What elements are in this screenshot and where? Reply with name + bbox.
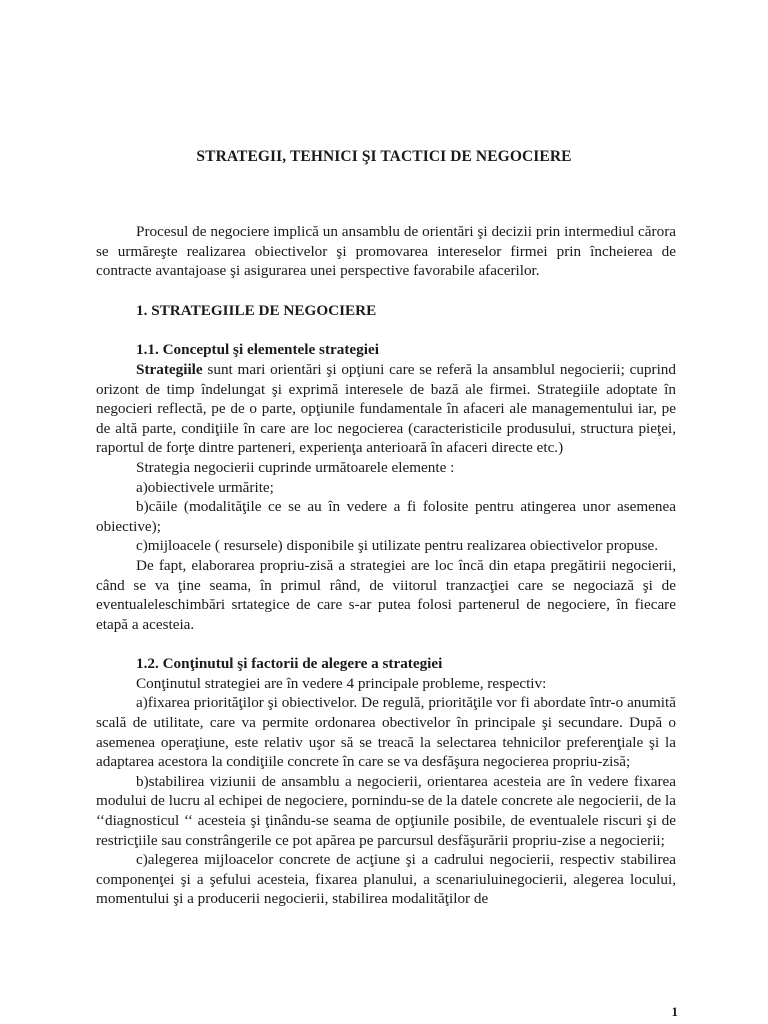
strategy-element-c: c)mijloacele ( resursele) disponibile şi utilizate pentru realizarea obiectivelor propuse. — [136, 537, 659, 555]
intro-paragraph: Procesul de negociere implică un ansamblu de orientări şi decizii prin intermediul cărora se urmăreşte realizarea obiectivelor şi promovarea intereselor firmei prin încheierea de contracte avantajoase şi asigurarea unei perspective favorabile afacerilor. — [96, 223, 676, 280]
strategy-content-intro: Conţinutul strategiei are în vedere 4 principale probleme, respectiv: — [136, 674, 547, 692]
strategy-element-a: a)obiectivele urmărite; — [136, 478, 274, 496]
section-1-heading: 1. STRATEGIILE DE NEGOCIERE — [136, 301, 377, 319]
strategy-elaboration-paragraph: De fapt, elaborarea propriu-zisă a strategiei are loc încă din etapa pregătirii negocierii, când se va ţine seama, în primul rând, de viitorul tranzacţiei care se negociază şi de eventualeleschimbări srtategice de care s-ar putea folosi partenerul de negociere, în fiecare etapă a acesteia. — [96, 556, 676, 633]
strategy-element-b: b)căile (modalităţile ce se au în vedere a fi folosite pentru atingerea unor asemenea obiective); — [96, 498, 676, 535]
strategy-content-a: a)fixarea priorităţilor şi obiectivelor. De regulă, priorităţile vor fi abordate într-o anumită scală de utilitate, care va permite ordonarea obectivelor în principale şi secundare. După o asemenea operaţiune, este relativ uşor să se treacă la selectarea tehnicilor preferenţiale şi la adaptarea acestora la condiţiile concrete în care se va desfăşura negocierea propriu-zisă; — [96, 694, 676, 771]
document-title: STRATEGII, TEHNICI ŞI TACTICI DE NEGOCIERE — [196, 148, 572, 165]
strategies-definition-text: sunt mari orientări şi opţiuni care se referă la ansamblul negocierii; cuprind orizont de timp îndelungat şi exprimă interesele de bază ale firmei. Strategiile adoptate în negocieri reflectă, pe de o parte, opţiunile fundamentale în afaceri ale managementului iar, pe de altă parte, condiţiile în care are loc negocierea (caracteristicile produsului, structura pieţei, raportul de forţe dintre parteneri, experienţa anterioară în afaceri directe etc.) — [96, 360, 676, 457]
document-body — [96, 222, 676, 909]
page-number: 1 — [671, 1004, 678, 1019]
strategy-content-c: c)alegerea mijloacelor concrete de acţiune şi a cadrului negocierii, respectiv stabilirea componenţei şi a şefului acesteia, fixarea planului, a scenariuluinegocierii, alegerea locului, momentului şi a producerii negocierii, stabilirea modalităţilor de — [96, 851, 676, 908]
section-1-1-heading: 1.1. Conceptul şi elementele strategiei — [136, 341, 379, 359]
strategy-elements-intro: Strategia negocierii cuprinde următoarele elemente : — [136, 458, 455, 476]
section-1-2-heading: 1.2. Conţinutul şi factorii de alegere a strategiei — [136, 655, 443, 673]
strategy-content-b: b)stabilirea viziunii de ansamblu a negocierii, orientarea acesteia are în vedere fixarea modului de lucru al echipei de negociere, pornindu-se de la datele concrete ale negocierii, de la ‘‘diagnosticul ‘‘ acesteia şi ţinându-se seama de opţiunile posibile, de eventualele riscuri şi de restricţiile sau constrângerile ce pot apărea pe parcursul desfăşurării propriu-zise a negocierii; — [96, 772, 676, 849]
strategies-definition-paragraph — [96, 360, 676, 458]
strategies-term: Strategiile — [136, 360, 203, 378]
